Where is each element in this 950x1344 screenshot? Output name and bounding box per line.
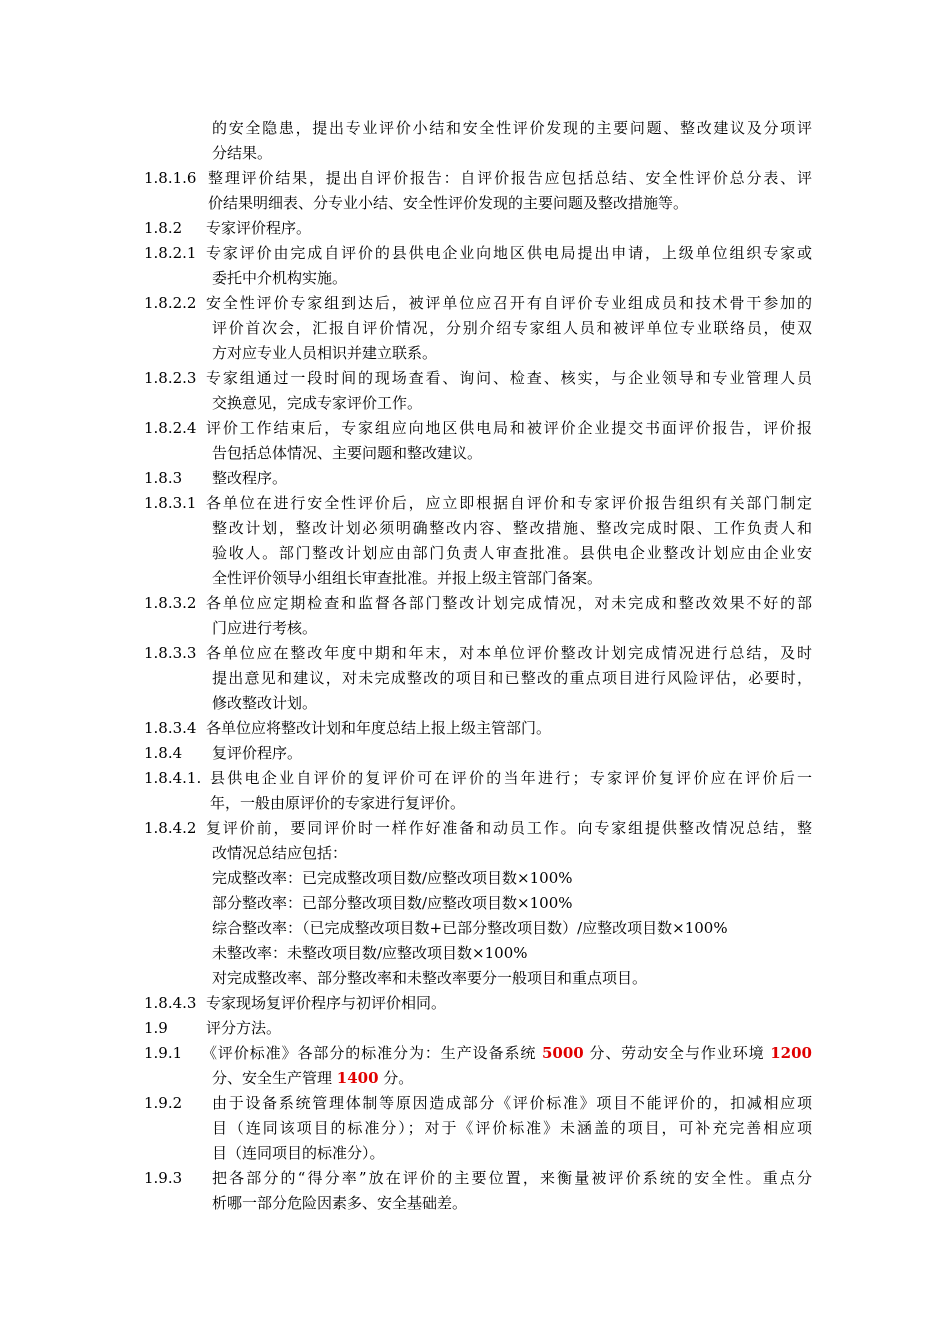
section-number: 1.8.1.6 [144, 169, 197, 187]
line: 目（连同该项目的标准分）；对于《评价标准》未涵盖的项目，可补充完善相应项 [212, 1119, 812, 1137]
line: 评价首次会，汇报自评价情况，分别介绍专家组人员和被评单位专业联络员，使双 [212, 319, 812, 337]
line: 对完成整改率、部分整改率和未整改率要分一般项目和重点项目。 [212, 969, 648, 987]
line: 改情况总结应包括： [212, 844, 348, 862]
line: 委托中介机构实施。 [212, 269, 348, 287]
line: 整理评价结果，提出自评价报告：自评价报告应包括总结、安全性评价总分表、评 [208, 169, 812, 187]
line: 交换意见，完成专家评价工作。 [212, 394, 423, 412]
line: 各单位应将整改计划和年度总结上报上级主管部门。 [206, 719, 552, 737]
section-number: 1.8.2.2 [144, 294, 197, 312]
paragraph-1-9 [144, 1016, 812, 1041]
section-number: 1.8.3 [144, 469, 183, 487]
line: 整改计划，整改计划必须明确整改内容、整改措施、整改完成时限、工作负责人和 [212, 519, 812, 537]
section-number: 1.8.3.4 [144, 719, 197, 737]
paragraph-1-8-3 [144, 466, 812, 491]
line [202, 1041, 812, 1066]
paragraph-1-8-2-2 [144, 291, 812, 366]
line: 析哪一部分危险因素多、安全基础差。 [212, 1194, 468, 1212]
line: 安全性评价专家组到达后，被评单位应召开有自评价专业组成员和技术骨干参加的 [206, 294, 812, 312]
line: 专家组通过一段时间的现场查看、询问、检查、核实，与企业领导和专业管理人员 [206, 369, 812, 387]
paragraph-1-9-1 [144, 1041, 812, 1091]
line: 复评价前，要同评价时一样作好准备和动员工作。向专家组提供整改情况总结，整 [206, 819, 812, 837]
paragraph-1-9-2 [144, 1091, 812, 1166]
text-segment: 分。 [378, 1069, 414, 1087]
paragraph-1-8-3-1 [144, 491, 812, 591]
paragraph-1-8-2-4 [144, 416, 812, 466]
paragraph-1-8-2-1 [144, 241, 812, 291]
line: 修改整改计划。 [212, 694, 318, 712]
section-number: 1.9.1 [144, 1044, 183, 1062]
section-number: 1.9.3 [144, 1169, 183, 1187]
line: 分结果。 [212, 144, 273, 162]
line: 整改程序。 [212, 469, 288, 487]
paragraph-1-9-3 [144, 1166, 812, 1216]
paragraph-1-8-4 [144, 741, 812, 766]
paragraph-1-8-3-2 [144, 591, 812, 641]
paragraph-1-8-4-1 [144, 766, 812, 816]
section-number: 1.8.2.4 [144, 419, 197, 437]
formula-line: 综合整改率：（已完成整改项目数+已部分整改项目数）/应整改项目数×100% [212, 919, 728, 937]
line: 目（连同项目的标准分）。 [212, 1144, 385, 1162]
line [212, 1066, 812, 1091]
line: 各单位应在整改年度中期和年末，对本单位评价整改计划完成情况进行总结，及时 [206, 644, 812, 662]
line: 各单位应定期检查和监督各部门整改计划完成情况，对未完成和整改效果不好的部 [206, 594, 812, 612]
line: 各单位在进行安全性评价后，应立即根据自评价和专家评价报告组织有关部门制定 [206, 494, 812, 512]
paragraph-1-8-2-3 [144, 366, 812, 416]
formula-line: 完成整改率：已完成整改项目数/应整改项目数×100% [212, 869, 573, 887]
paragraph-1-8-1-6 [144, 166, 812, 216]
section-number: 1.8.4.1. [144, 769, 202, 787]
paragraph-continuation [212, 116, 812, 166]
line: 专家评价程序。 [206, 219, 312, 237]
line: 把各部分的“得分率”放在评价的主要位置，来衡量被评价系统的安全性。重点分 [212, 1169, 812, 1187]
line: 价结果明细表、分专业小结、安全性评价发现的主要问题及整改措施等。 [208, 194, 689, 212]
line: 复评价程序。 [212, 744, 303, 762]
section-number: 1.8.2.1 [144, 244, 197, 262]
score-safety-management: 1400 [336, 1069, 379, 1087]
section-number: 1.9.2 [144, 1094, 183, 1112]
formula-line: 部分整改率：已部分整改项目数/应整改项目数×100% [212, 894, 573, 912]
paragraph-1-8-2 [144, 216, 812, 241]
line: 告包括总体情况、主要问题和整改建议。 [212, 444, 483, 462]
paragraph-1-8-4-3 [144, 991, 812, 1016]
line: 验收人。部门整改计划应由部门负责人审查批准。县供电企业整改计划应由企业安 [212, 544, 812, 562]
line: 门应进行考核。 [212, 619, 318, 637]
line: 县供电企业自评价的复评价可在评价的当年进行；专家评价复评价应在评价后一 [210, 769, 812, 787]
section-number: 1.8.3.3 [144, 644, 197, 662]
formula-line: 未整改率：未整改项目数/应整改项目数×100% [212, 944, 528, 962]
section-number: 1.8.2 [144, 219, 183, 237]
section-number: 1.8.4.3 [144, 994, 197, 1012]
line: 方对应专业人员相识并建立联系。 [212, 344, 438, 362]
line: 评价工作结束后，专家组应向地区供电局和被评价企业提交书面评价报告，评价报 [206, 419, 812, 437]
paragraph-1-8-3-4 [144, 716, 812, 741]
line: 评分方法。 [206, 1019, 282, 1037]
text-segment: 《评价标准》各部分的标准分为：生产设备系统 [202, 1044, 542, 1062]
section-number: 1.8.3.1 [144, 494, 197, 512]
line: 由于设备系统管理体制等原因造成部分《评价标准》项目不能评价的，扣减相应项 [212, 1094, 812, 1112]
paragraph-1-8-4-2 [144, 816, 812, 991]
section-number: 1.8.4.2 [144, 819, 197, 837]
score-labor-safety: 1200 [770, 1044, 812, 1062]
section-number: 1.8.3.2 [144, 594, 197, 612]
paragraph-1-8-3-3 [144, 641, 812, 716]
line: 全性评价领导小组组长审查批准。并报上级主管部门备案。 [212, 569, 603, 587]
text-segment: 分、劳动安全与作业环境 [583, 1044, 771, 1062]
line: 专家现场复评价程序与初评价相同。 [206, 994, 447, 1012]
score-production-equipment: 5000 [542, 1044, 584, 1062]
section-number: 1.8.2.3 [144, 369, 197, 387]
text-segment: 分、安全生产管理 [212, 1069, 337, 1087]
line: 年，一般由原评价的专家进行复评价。 [210, 794, 466, 812]
section-number: 1.9 [144, 1019, 168, 1037]
line: 的安全隐患，提出专业评价小结和安全性评价发现的主要问题、整改建议及分项评 [212, 119, 812, 137]
line: 提出意见和建议，对未完成整改的项目和已整改的重点项目进行风险评估，必要时， [212, 669, 812, 687]
line: 专家评价由完成自评价的县供电企业向地区供电局提出申请，上级单位组织专家或 [206, 244, 812, 262]
section-number: 1.8.4 [144, 744, 183, 762]
